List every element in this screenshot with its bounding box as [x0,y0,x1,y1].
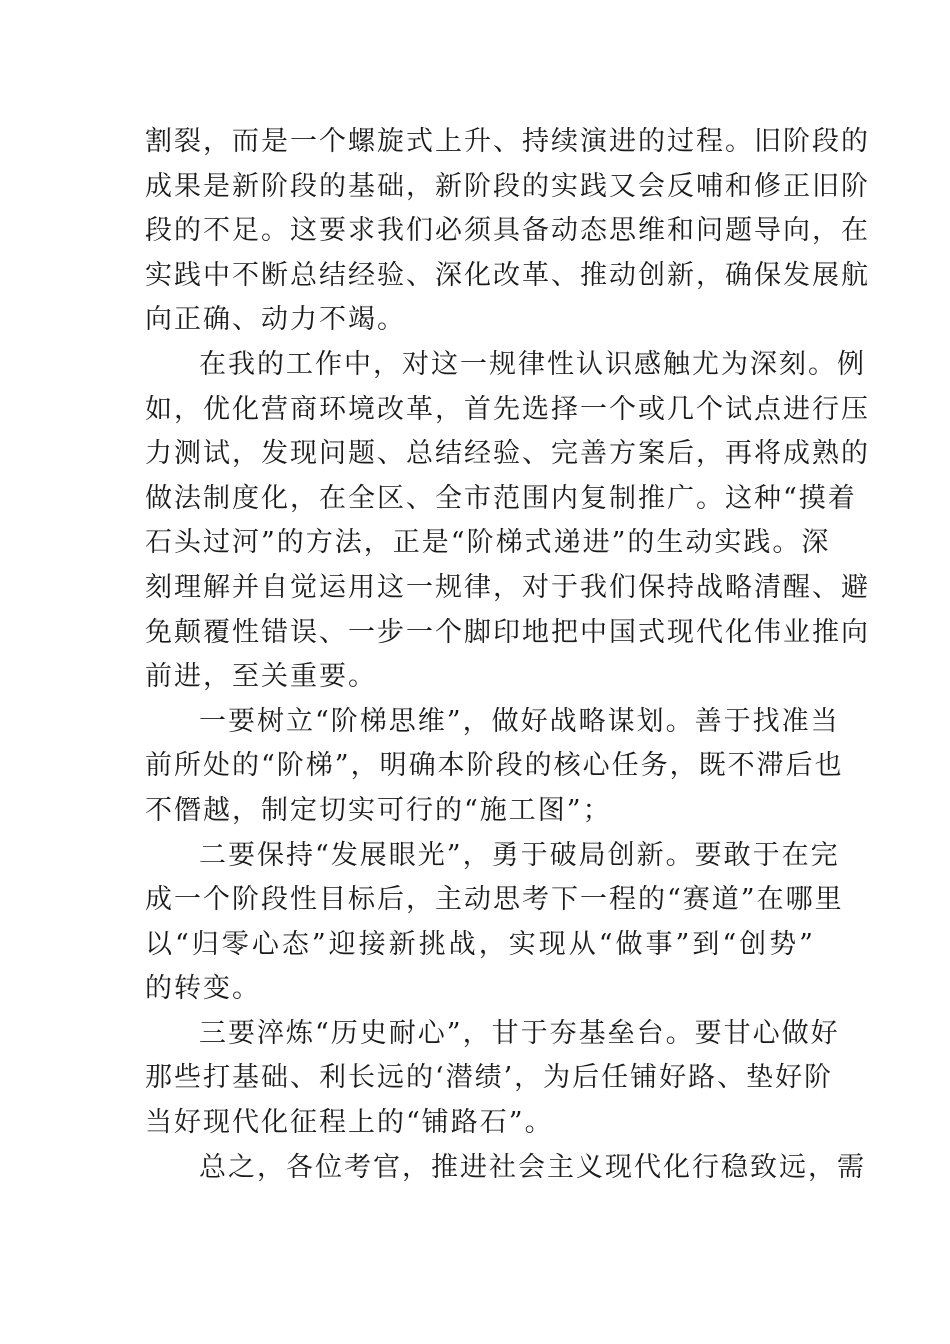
text-line: 二要保持“发展眼光”，勇于破局创新。要敢于在完 [199,839,840,871]
text-line: 石头过河”的方法，正是“阶梯式递进”的生动实践。深 [145,527,831,559]
text-line: 一要树立“阶梯思维”，做好战略谋划。善于找准当 [199,705,840,737]
text-line: 做法制度化，在全区、全市范围内复制推广。这种“摸着 [145,482,857,514]
text-line: 前所处的“阶梯”，明确本阶段的核心任务，既不滞后也 [145,750,844,782]
text-line: 向正确、动力不竭。 [145,304,406,336]
text-line: 段的不足。这要求我们必须具备动态思维和问题导向，在 [145,215,870,247]
text-line: 以“归零心态”迎接新挑战，实现从“做事”到“创势” [145,928,815,960]
text-line: 力测试，发现问题、总结经验、完善方案后，再将成熟的 [145,438,870,470]
text-line: 前进，至关重要。 [145,661,377,693]
text-line: 那些打基础、利长远的‘潜绩’，为后任铺好路、垫好阶 [145,1062,834,1094]
text-line: 的转变。 [145,973,261,1005]
text-line: 成果是新阶段的基础，新阶段的实践又会反哺和修正旧阶 [145,170,870,202]
text-line: 实践中不断总结经验、深化改革、推动创新，确保发展航 [145,259,870,291]
text-line: 三要淬炼“历史耐心”，甘于夯基垒台。要甘心做好 [199,1017,840,1049]
text-line: 成一个阶段性目标后，主动思考下一程的“赛道”在哪里 [145,884,844,916]
text-line: 当好现代化征程上的“铺路石”。 [145,1107,554,1139]
text-line: 总之，各位考官，推进社会主义现代化行稳致远，需 [199,1151,866,1183]
text-line: 刻理解并自觉运用这一规律，对于我们保持战略清醒、避 [145,571,870,603]
text-line: 割裂，而是一个螺旋式上升、持续演进的过程。旧阶段的 [145,126,870,157]
text-line: 免颠覆性错误、一步一个脚印地把中国式现代化伟业推向 [145,616,870,648]
text-line: 如，优化营商环境改革，首先选择一个或几个试点进行压 [145,393,870,425]
text-line: 不僭越，制定切实可行的“施工图”； [145,794,612,826]
text-line: 在我的工作中，对这一规律性认识感触尤为深刻。例 [199,348,866,380]
body-text [145,120,870,1190]
